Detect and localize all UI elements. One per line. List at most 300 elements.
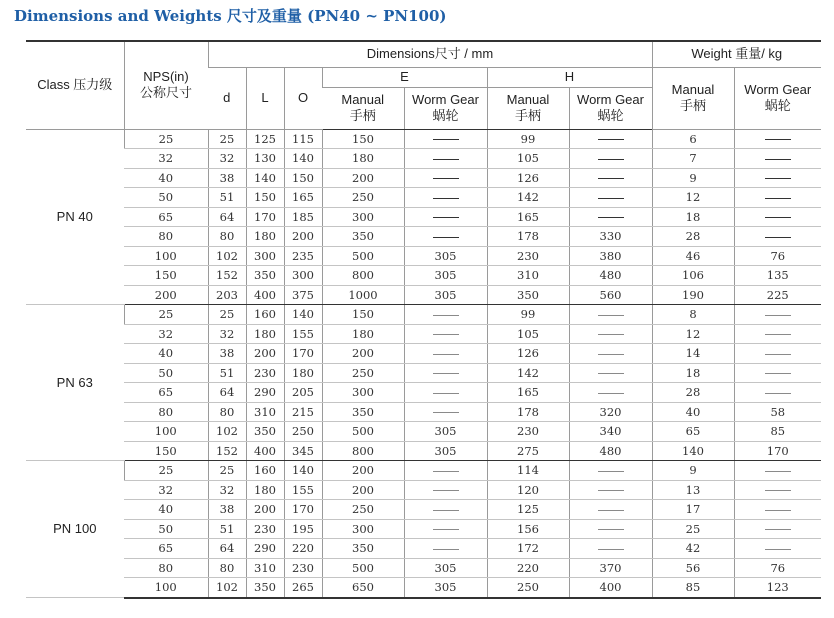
header-weight-worm-cn: 蜗轮 bbox=[764, 98, 791, 113]
cell-h-manual: 99 bbox=[487, 129, 569, 149]
header-weight: Weight 重量/ kg bbox=[652, 41, 821, 67]
cell-e-manual: 350 bbox=[322, 227, 404, 247]
dash-mark bbox=[433, 549, 459, 550]
class-cell: PN 100 bbox=[26, 461, 124, 598]
cell-d: 102 bbox=[208, 422, 246, 442]
cell-nps: 100 bbox=[124, 246, 208, 266]
dash-mark bbox=[598, 354, 624, 355]
cell-d: 25 bbox=[208, 305, 246, 325]
dash-mark bbox=[598, 178, 624, 179]
cell-h-manual: 142 bbox=[487, 188, 569, 208]
cell-nps: 100 bbox=[124, 578, 208, 598]
cell-e-manual: 650 bbox=[322, 578, 404, 598]
cell-d: 152 bbox=[208, 441, 246, 461]
dash-mark bbox=[433, 471, 459, 472]
header-nps bbox=[124, 41, 208, 129]
cell-h-worm: 560 bbox=[569, 285, 652, 305]
cell-l: 310 bbox=[246, 402, 284, 422]
cell-h-worm bbox=[569, 129, 652, 149]
header-e: E bbox=[322, 67, 487, 87]
cell-weight-worm bbox=[734, 344, 821, 364]
cell-e-worm bbox=[404, 168, 487, 188]
table-row bbox=[26, 149, 821, 169]
cell-weight-manual: 46 bbox=[652, 246, 734, 266]
dash-mark bbox=[433, 373, 459, 374]
cell-h-manual: 126 bbox=[487, 344, 569, 364]
cell-e-worm bbox=[404, 402, 487, 422]
table-row bbox=[26, 266, 821, 286]
cell-h-manual: 178 bbox=[487, 402, 569, 422]
cell-weight-worm bbox=[734, 461, 821, 481]
table-row bbox=[26, 480, 821, 500]
cell-e-worm bbox=[404, 383, 487, 403]
cell-o: 170 bbox=[284, 344, 322, 364]
cell-nps: 40 bbox=[124, 344, 208, 364]
cell-e-worm bbox=[404, 207, 487, 227]
table-row bbox=[26, 461, 821, 481]
cell-o: 235 bbox=[284, 246, 322, 266]
cell-h-worm: 480 bbox=[569, 441, 652, 461]
cell-l: 180 bbox=[246, 227, 284, 247]
header-h-worm-cn: 蜗轮 bbox=[597, 108, 624, 123]
cell-o: 165 bbox=[284, 188, 322, 208]
table-row bbox=[26, 422, 821, 442]
cell-weight-worm bbox=[734, 149, 821, 169]
cell-e-manual: 800 bbox=[322, 441, 404, 461]
cell-h-manual: 275 bbox=[487, 441, 569, 461]
cell-e-worm bbox=[404, 461, 487, 481]
cell-h-worm bbox=[569, 480, 652, 500]
cell-l: 300 bbox=[246, 246, 284, 266]
dash-mark bbox=[765, 139, 791, 140]
cell-e-worm: 305 bbox=[404, 578, 487, 598]
cell-e-worm bbox=[404, 188, 487, 208]
cell-weight-manual: 85 bbox=[652, 578, 734, 598]
header-h-manual-en: Manual bbox=[506, 92, 550, 107]
header-h-manual-cn: 手柄 bbox=[514, 108, 541, 123]
cell-d: 102 bbox=[208, 246, 246, 266]
cell-e-manual: 1000 bbox=[322, 285, 404, 305]
header-h-worm bbox=[569, 87, 652, 129]
cell-h-manual: 165 bbox=[487, 207, 569, 227]
cell-weight-manual: 12 bbox=[652, 324, 734, 344]
dash-mark bbox=[433, 490, 459, 491]
cell-h-manual: 230 bbox=[487, 246, 569, 266]
cell-weight-manual: 65 bbox=[652, 422, 734, 442]
cell-e-worm bbox=[404, 305, 487, 325]
cell-o: 345 bbox=[284, 441, 322, 461]
dash-mark bbox=[433, 178, 459, 179]
cell-d: 102 bbox=[208, 578, 246, 598]
dash-mark bbox=[433, 217, 459, 218]
cell-o: 265 bbox=[284, 578, 322, 598]
cell-e-manual: 250 bbox=[322, 500, 404, 520]
cell-weight-manual: 9 bbox=[652, 168, 734, 188]
dash-mark bbox=[765, 510, 791, 511]
cell-nps: 65 bbox=[124, 383, 208, 403]
cell-l: 200 bbox=[246, 500, 284, 520]
cell-nps: 25 bbox=[124, 129, 208, 149]
cell-o: 150 bbox=[284, 168, 322, 188]
cell-d: 80 bbox=[208, 558, 246, 578]
cell-weight-worm: 123 bbox=[734, 578, 821, 598]
header-weight-worm bbox=[734, 67, 821, 129]
cell-weight-manual: 40 bbox=[652, 402, 734, 422]
dash-mark bbox=[433, 198, 459, 199]
cell-h-manual: 105 bbox=[487, 324, 569, 344]
dash-mark bbox=[598, 549, 624, 550]
table-row bbox=[26, 344, 821, 364]
cell-weight-manual: 28 bbox=[652, 227, 734, 247]
cell-o: 195 bbox=[284, 519, 322, 539]
table-row bbox=[26, 207, 821, 227]
cell-weight-manual: 28 bbox=[652, 383, 734, 403]
dash-mark bbox=[765, 178, 791, 179]
table-row bbox=[26, 129, 821, 149]
cell-weight-manual: 42 bbox=[652, 539, 734, 559]
table-row bbox=[26, 168, 821, 188]
cell-d: 64 bbox=[208, 383, 246, 403]
cell-e-worm: 305 bbox=[404, 422, 487, 442]
cell-h-worm bbox=[569, 383, 652, 403]
cell-nps: 25 bbox=[124, 305, 208, 325]
cell-h-manual: 220 bbox=[487, 558, 569, 578]
cell-weight-worm bbox=[734, 129, 821, 149]
header-e-manual bbox=[322, 87, 404, 129]
cell-weight-manual: 56 bbox=[652, 558, 734, 578]
header-l: L bbox=[246, 67, 284, 129]
cell-h-worm bbox=[569, 461, 652, 481]
cell-e-worm bbox=[404, 519, 487, 539]
cell-weight-worm: 135 bbox=[734, 266, 821, 286]
dash-mark bbox=[598, 490, 624, 491]
dash-mark bbox=[433, 159, 459, 160]
cell-weight-worm bbox=[734, 480, 821, 500]
cell-e-manual: 300 bbox=[322, 207, 404, 227]
cell-h-manual: 142 bbox=[487, 363, 569, 383]
dash-mark bbox=[765, 529, 791, 530]
cell-h-worm: 370 bbox=[569, 558, 652, 578]
cell-h-worm: 400 bbox=[569, 578, 652, 598]
cell-o: 180 bbox=[284, 363, 322, 383]
cell-d: 51 bbox=[208, 363, 246, 383]
cell-weight-worm bbox=[734, 188, 821, 208]
cell-o: 170 bbox=[284, 500, 322, 520]
dash-mark bbox=[598, 315, 624, 316]
cell-h-manual: 178 bbox=[487, 227, 569, 247]
cell-nps: 25 bbox=[124, 461, 208, 481]
cell-e-manual: 350 bbox=[322, 539, 404, 559]
cell-l: 200 bbox=[246, 344, 284, 364]
cell-o: 250 bbox=[284, 422, 322, 442]
dimensions-weights-table bbox=[26, 40, 821, 599]
cell-l: 290 bbox=[246, 539, 284, 559]
cell-l: 230 bbox=[246, 363, 284, 383]
cell-weight-manual: 17 bbox=[652, 500, 734, 520]
cell-e-manual: 200 bbox=[322, 461, 404, 481]
dash-mark bbox=[765, 315, 791, 316]
cell-h-worm: 340 bbox=[569, 422, 652, 442]
cell-nps: 80 bbox=[124, 227, 208, 247]
cell-nps: 65 bbox=[124, 539, 208, 559]
cell-h-manual: 250 bbox=[487, 578, 569, 598]
cell-d: 25 bbox=[208, 129, 246, 149]
dash-mark bbox=[598, 159, 624, 160]
cell-o: 140 bbox=[284, 149, 322, 169]
cell-d: 51 bbox=[208, 519, 246, 539]
table-row bbox=[26, 558, 821, 578]
header-weight-manual-en: Manual bbox=[671, 82, 715, 97]
cell-o: 200 bbox=[284, 227, 322, 247]
table-row bbox=[26, 383, 821, 403]
table-row bbox=[26, 227, 821, 247]
dash-mark bbox=[433, 139, 459, 140]
cell-o: 140 bbox=[284, 305, 322, 325]
cell-h-manual: 120 bbox=[487, 480, 569, 500]
dash-mark bbox=[433, 237, 459, 238]
cell-h-manual: 165 bbox=[487, 383, 569, 403]
cell-weight-worm bbox=[734, 500, 821, 520]
cell-h-worm bbox=[569, 168, 652, 188]
cell-weight-manual: 13 bbox=[652, 480, 734, 500]
cell-e-manual: 800 bbox=[322, 266, 404, 286]
cell-nps: 150 bbox=[124, 441, 208, 461]
cell-e-manual: 500 bbox=[322, 558, 404, 578]
cell-o: 300 bbox=[284, 266, 322, 286]
cell-o: 375 bbox=[284, 285, 322, 305]
cell-o: 230 bbox=[284, 558, 322, 578]
page-title: Dimensions and Weights 尺寸及重量 (PN40 ~ PN100) bbox=[14, 7, 447, 25]
cell-weight-worm: 76 bbox=[734, 558, 821, 578]
cell-weight-worm bbox=[734, 227, 821, 247]
cell-o: 215 bbox=[284, 402, 322, 422]
cell-e-worm: 305 bbox=[404, 285, 487, 305]
dash-mark bbox=[598, 471, 624, 472]
cell-e-manual: 200 bbox=[322, 168, 404, 188]
cell-nps: 32 bbox=[124, 149, 208, 169]
cell-weight-manual: 7 bbox=[652, 149, 734, 169]
cell-e-worm bbox=[404, 129, 487, 149]
cell-d: 25 bbox=[208, 461, 246, 481]
cell-weight-worm bbox=[734, 324, 821, 344]
cell-nps: 50 bbox=[124, 188, 208, 208]
header-weight-manual-cn: 手柄 bbox=[679, 98, 706, 113]
cell-h-manual: 105 bbox=[487, 149, 569, 169]
dash-mark bbox=[598, 334, 624, 335]
cell-e-worm: 305 bbox=[404, 558, 487, 578]
cell-l: 160 bbox=[246, 461, 284, 481]
cell-h-manual: 99 bbox=[487, 305, 569, 325]
cell-h-manual: 230 bbox=[487, 422, 569, 442]
cell-h-worm bbox=[569, 363, 652, 383]
header-weight-manual bbox=[652, 67, 734, 129]
cell-weight-manual: 12 bbox=[652, 188, 734, 208]
cell-nps: 80 bbox=[124, 402, 208, 422]
dash-mark bbox=[433, 315, 459, 316]
dash-mark bbox=[598, 373, 624, 374]
cell-h-manual: 156 bbox=[487, 519, 569, 539]
header-weight-worm-en: Worm Gear bbox=[744, 82, 812, 97]
table-row bbox=[26, 324, 821, 344]
cell-nps: 200 bbox=[124, 285, 208, 305]
cell-e-worm bbox=[404, 480, 487, 500]
header-nps-cn: 公称尺寸 bbox=[139, 85, 192, 101]
cell-h-manual: 126 bbox=[487, 168, 569, 188]
cell-h-worm bbox=[569, 500, 652, 520]
cell-h-manual: 114 bbox=[487, 461, 569, 481]
cell-d: 152 bbox=[208, 266, 246, 286]
header-h-manual bbox=[487, 87, 569, 129]
cell-l: 350 bbox=[246, 422, 284, 442]
cell-d: 51 bbox=[208, 188, 246, 208]
cell-h-worm: 480 bbox=[569, 266, 652, 286]
cell-h-manual: 310 bbox=[487, 266, 569, 286]
cell-e-manual: 250 bbox=[322, 188, 404, 208]
table-row bbox=[26, 285, 821, 305]
cell-o: 185 bbox=[284, 207, 322, 227]
cell-e-manual: 180 bbox=[322, 324, 404, 344]
header-e-worm bbox=[404, 87, 487, 129]
cell-l: 150 bbox=[246, 188, 284, 208]
cell-nps: 32 bbox=[124, 480, 208, 500]
dash-mark bbox=[765, 198, 791, 199]
cell-h-worm bbox=[569, 519, 652, 539]
cell-h-worm: 380 bbox=[569, 246, 652, 266]
cell-l: 180 bbox=[246, 480, 284, 500]
cell-e-worm bbox=[404, 500, 487, 520]
table-row bbox=[26, 305, 821, 325]
cell-h-worm bbox=[569, 305, 652, 325]
cell-h-worm: 320 bbox=[569, 402, 652, 422]
dash-mark bbox=[433, 354, 459, 355]
cell-l: 350 bbox=[246, 266, 284, 286]
cell-l: 160 bbox=[246, 305, 284, 325]
header-h-worm-en: Worm Gear bbox=[577, 92, 644, 107]
header-dimensions: Dimensions尺寸 / mm bbox=[208, 41, 652, 67]
cell-weight-manual: 18 bbox=[652, 363, 734, 383]
cell-e-worm bbox=[404, 363, 487, 383]
cell-weight-manual: 190 bbox=[652, 285, 734, 305]
cell-e-manual: 500 bbox=[322, 422, 404, 442]
cell-d: 32 bbox=[208, 324, 246, 344]
cell-h-worm: 330 bbox=[569, 227, 652, 247]
header-h: H bbox=[487, 67, 652, 87]
cell-h-worm bbox=[569, 539, 652, 559]
cell-weight-manual: 14 bbox=[652, 344, 734, 364]
cell-e-worm bbox=[404, 539, 487, 559]
cell-e-manual: 250 bbox=[322, 363, 404, 383]
cell-l: 400 bbox=[246, 441, 284, 461]
cell-weight-worm: 225 bbox=[734, 285, 821, 305]
cell-nps: 50 bbox=[124, 363, 208, 383]
cell-nps: 50 bbox=[124, 519, 208, 539]
cell-e-manual: 150 bbox=[322, 129, 404, 149]
cell-nps: 40 bbox=[124, 168, 208, 188]
cell-h-worm bbox=[569, 344, 652, 364]
cell-d: 32 bbox=[208, 480, 246, 500]
cell-h-manual: 172 bbox=[487, 539, 569, 559]
header-o: O bbox=[284, 67, 322, 129]
cell-nps: 150 bbox=[124, 266, 208, 286]
dash-mark bbox=[765, 490, 791, 491]
cell-l: 350 bbox=[246, 578, 284, 598]
dash-mark bbox=[598, 393, 624, 394]
cell-d: 38 bbox=[208, 168, 246, 188]
cell-weight-worm: 58 bbox=[734, 402, 821, 422]
header-nps-en: NPS(in) bbox=[143, 69, 189, 85]
cell-l: 310 bbox=[246, 558, 284, 578]
cell-o: 205 bbox=[284, 383, 322, 403]
cell-weight-worm bbox=[734, 539, 821, 559]
cell-nps: 65 bbox=[124, 207, 208, 227]
table-row bbox=[26, 519, 821, 539]
cell-weight-worm bbox=[734, 519, 821, 539]
cell-l: 140 bbox=[246, 168, 284, 188]
dash-mark bbox=[765, 471, 791, 472]
cell-h-worm bbox=[569, 188, 652, 208]
dash-mark bbox=[433, 334, 459, 335]
cell-weight-worm: 85 bbox=[734, 422, 821, 442]
cell-e-worm bbox=[404, 227, 487, 247]
cell-e-worm bbox=[404, 344, 487, 364]
dash-mark bbox=[598, 198, 624, 199]
dash-mark bbox=[433, 529, 459, 530]
cell-e-worm: 305 bbox=[404, 266, 487, 286]
cell-weight-worm bbox=[734, 363, 821, 383]
cell-e-manual: 350 bbox=[322, 402, 404, 422]
cell-l: 180 bbox=[246, 324, 284, 344]
dash-mark bbox=[598, 510, 624, 511]
dash-mark bbox=[433, 510, 459, 511]
dash-mark bbox=[598, 529, 624, 530]
cell-h-worm bbox=[569, 324, 652, 344]
cell-weight-manual: 6 bbox=[652, 129, 734, 149]
dash-mark bbox=[765, 217, 791, 218]
table-row bbox=[26, 363, 821, 383]
dash-mark bbox=[765, 354, 791, 355]
cell-e-manual: 300 bbox=[322, 519, 404, 539]
header-e-manual-en: Manual bbox=[341, 92, 385, 107]
dash-mark bbox=[598, 139, 624, 140]
dash-mark bbox=[765, 393, 791, 394]
cell-weight-manual: 18 bbox=[652, 207, 734, 227]
class-cell: PN 40 bbox=[26, 129, 124, 305]
table-row bbox=[26, 246, 821, 266]
cell-weight-worm bbox=[734, 305, 821, 325]
dash-mark bbox=[765, 159, 791, 160]
dash-mark bbox=[765, 334, 791, 335]
cell-d: 38 bbox=[208, 344, 246, 364]
cell-o: 155 bbox=[284, 480, 322, 500]
cell-l: 290 bbox=[246, 383, 284, 403]
cell-weight-worm: 170 bbox=[734, 441, 821, 461]
cell-l: 230 bbox=[246, 519, 284, 539]
cell-weight-worm: 76 bbox=[734, 246, 821, 266]
cell-e-manual: 150 bbox=[322, 305, 404, 325]
cell-d: 203 bbox=[208, 285, 246, 305]
dash-mark bbox=[433, 393, 459, 394]
cell-nps: 40 bbox=[124, 500, 208, 520]
cell-e-manual: 500 bbox=[322, 246, 404, 266]
cell-e-manual: 180 bbox=[322, 149, 404, 169]
header-e-worm-cn: 蜗轮 bbox=[432, 108, 459, 123]
table-row bbox=[26, 188, 821, 208]
header-e-manual-cn: 手柄 bbox=[349, 108, 376, 123]
cell-d: 80 bbox=[208, 227, 246, 247]
cell-weight-worm bbox=[734, 383, 821, 403]
dash-mark bbox=[433, 412, 459, 413]
header-class: Class 压力级 bbox=[26, 41, 124, 129]
